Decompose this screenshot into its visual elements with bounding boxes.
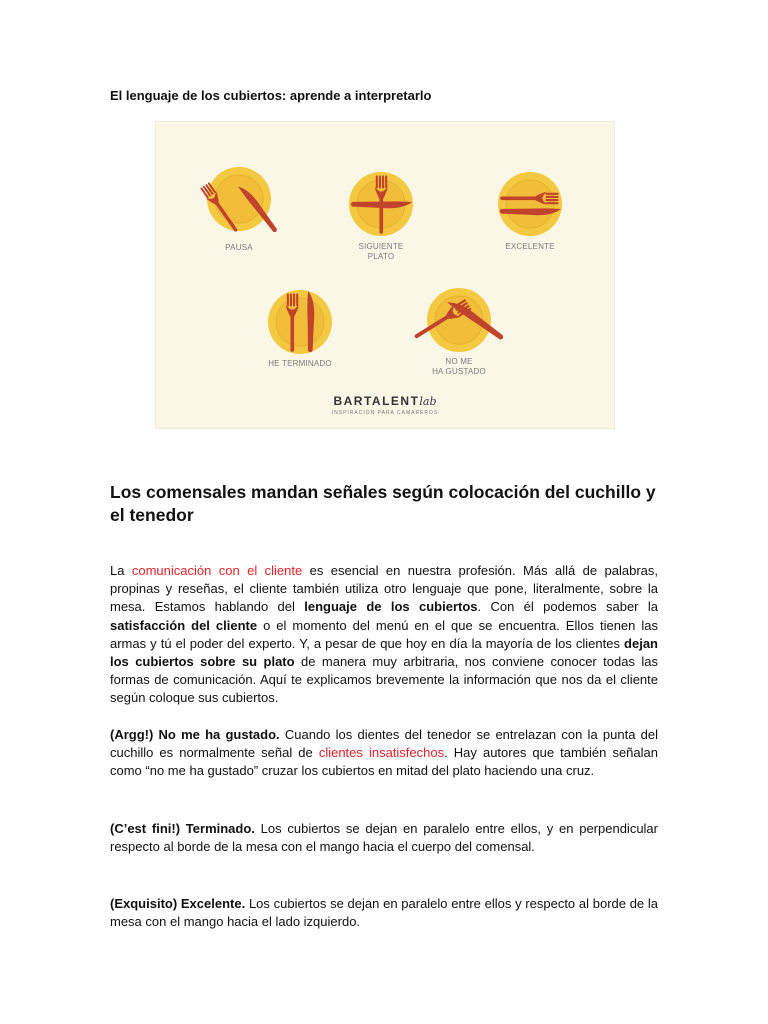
- paragraph-excelente: [110, 895, 658, 931]
- text-run: o el momento del menú en el que se encuentra. Ellos tienen las armas y tú el poder del experto. Y, a pesar de que hoy en día la mayoría de los clientes: [110, 617, 658, 651]
- paragraph-terminado: [110, 820, 658, 856]
- text-run: Los cubiertos se dejan en paralelo entre ellos y respecto al borde de la mesa con el mango hacia el lado izquierdo.: [110, 896, 659, 930]
- bold-text: (Argg!) No me ha gustado.: [110, 727, 280, 742]
- plate-label-excelente: EXCELENTE: [505, 242, 555, 251]
- section-heading: Los comensales mandan señales según colocación del cuchillo y el tenedor: [110, 482, 656, 525]
- plate-no-me-ha-gustado: [411, 288, 505, 352]
- bold-text: lenguaje de los cubiertos: [304, 599, 478, 615]
- text-run: Los cubiertos se dejan en paralelo entre ellos, y en perpendicular respecto al borde de la mesa con el mango hacia el cuerpo del comensal.: [110, 821, 658, 855]
- plate-siguiente-plato: [349, 172, 413, 236]
- plate-pausa: [200, 167, 279, 235]
- brand-name: BARTALENT: [333, 394, 420, 408]
- plate-label-siguiente-plato: SIGUIENTE PLATO: [358, 242, 404, 261]
- infographic-illustration: [156, 122, 614, 428]
- text-run: Cuando los dientes del tenedor se entrelazan con la punta del cuchillo es normalmente señal de: [110, 727, 658, 761]
- brand-suffix: lab: [419, 395, 437, 408]
- text-run: La: [110, 563, 132, 578]
- plate-label-no-me-ha-gustado: NO ME HA GUSTADO: [432, 357, 486, 376]
- plate-he-terminado: [268, 290, 332, 354]
- plate-excelente: [498, 172, 562, 236]
- brand-tagline: INSPIRACIÓN PARA CAMAREROS: [331, 410, 439, 416]
- brand-logo: [156, 394, 614, 408]
- bold-text: (Exquisito) Excelente.: [110, 896, 246, 911]
- paragraph-intro: [110, 562, 658, 708]
- text-run: . Hay autores que también señalan como “no me ha gustado” cruzar los cubiertos en mitad del plato haciendo una cruz.: [110, 745, 658, 779]
- bold-text: (C’est fini!) Terminado.: [110, 821, 255, 836]
- bold-text: satisfacción del cliente: [110, 617, 258, 633]
- cutlery-language-infographic: [155, 121, 615, 429]
- document-title: El lenguaje de los cubiertos: aprende a interpretarlo: [110, 88, 432, 103]
- text-run: de manera muy arbitraria, nos conviene conocer todas las formas de comunicación. Aquí te explicamos brevemente la información que nos da el cliente según coloque sus cubiertos.: [110, 654, 658, 706]
- plate-label-pausa: PAUSA: [225, 243, 253, 252]
- plate-label-he-terminado: HE TERMINADO: [268, 359, 332, 368]
- text-run: . Con él podemos saber la: [477, 599, 658, 615]
- text-run: es esencial en nuestra profesión. Más allá de palabras, propinas y reseñas, el cliente también utiliza otro lenguaje que pone, literalmente, sobre la mesa. Estamos hablando del: [110, 563, 658, 615]
- highlight-link-text: comunicación con el cliente: [131, 563, 303, 578]
- paragraph-no-me-ha-gustado: [110, 726, 658, 781]
- bold-text: dejan los cubiertos sobre su plato: [110, 635, 658, 670]
- highlight-link-text: clientes insatisfechos: [318, 745, 445, 761]
